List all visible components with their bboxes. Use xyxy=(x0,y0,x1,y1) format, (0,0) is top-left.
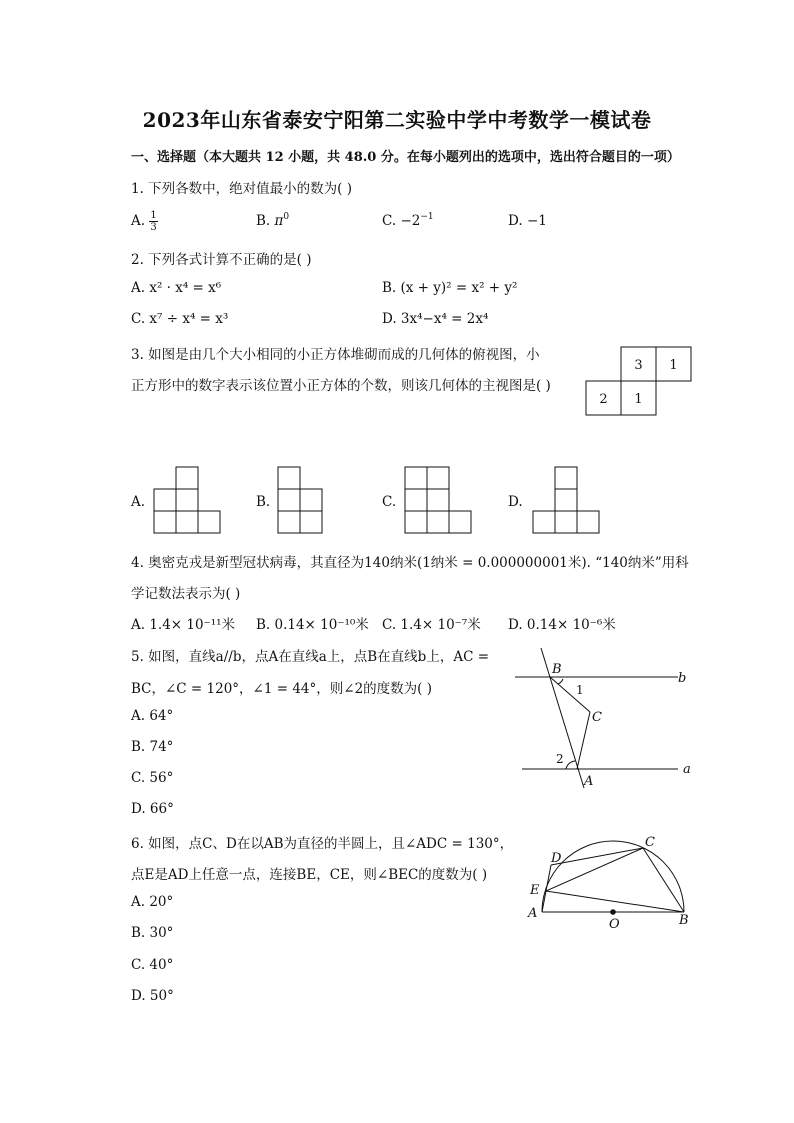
q6-segment-eb xyxy=(546,891,684,912)
q1-option-b-exponent: 0 xyxy=(283,212,290,222)
q1-option-c xyxy=(382,213,434,229)
q5-label-b: b xyxy=(678,671,687,686)
q1-option-b xyxy=(256,213,289,229)
q6-stem-line2: 点E是AD上任意一点，连接BE，CE，则∠BEC的度数为( ) xyxy=(131,867,488,883)
page-title: 2023年山东省泰安宁阳第二实验中学中考数学一模试卷 xyxy=(142,108,652,132)
q5-label-a: a xyxy=(683,762,691,777)
q6-label-B: B xyxy=(679,913,689,928)
q1-option-d xyxy=(508,213,547,229)
q3-grid-number: 3 xyxy=(634,358,643,373)
q3-stem-line2: 正方形中的数字表示该位置小正方体的个数，则该几何体的主视图是( ) xyxy=(131,378,551,394)
q6-option-a: A. 20° xyxy=(131,894,174,910)
q1-option-c-exponent: −1 xyxy=(420,212,434,222)
q5-stem-line1: 5. 如图，直线a//b，点A在直线a上，点B在直线b上，AC = xyxy=(131,649,489,665)
q4-option-c: C. 1.4× 10⁻⁷米 xyxy=(382,617,481,633)
q5-parallel-lines-figure xyxy=(510,640,695,792)
q1-option-c-label: C. xyxy=(382,213,397,229)
q6-center-point xyxy=(610,909,616,915)
q3-option-d-figure xyxy=(533,467,601,534)
q3-grid-number: 1 xyxy=(634,392,643,407)
q5-angle-2-arc xyxy=(566,761,575,769)
q1-option-a-fraction xyxy=(149,210,157,233)
q6-chord-dc xyxy=(551,848,643,865)
q3-option-a-figure xyxy=(154,467,222,534)
q1-option-d-value: −1 xyxy=(526,213,547,229)
q3-option-b-figure xyxy=(278,467,324,534)
q3-option-b-label: B. xyxy=(256,494,271,510)
q5-segment-bc xyxy=(550,677,590,712)
q1-option-d-label: D. xyxy=(508,213,523,229)
q2-option-d: D. 3x⁴−x⁴ = 2x⁴ xyxy=(382,311,489,327)
q5-label-B: B xyxy=(552,662,562,677)
q3-stem-line1: 3. 如图是由几个大小相同的小正方体堆砌而成的几何体的俯视图，小 xyxy=(131,347,540,363)
q1-option-b-label: B. xyxy=(256,213,271,229)
q4-option-b: B. 0.14× 10⁻¹⁰米 xyxy=(256,617,369,633)
q6-label-O: O xyxy=(609,917,620,932)
q5-stem-line2: BC，∠C = 120°，∠1 = 44°，则∠2的度数为( ) xyxy=(131,681,433,697)
q6-chord-cb xyxy=(643,848,684,912)
q5-angle-1-arc xyxy=(558,679,563,684)
q4-stem-line2: 学记数法表示为( ) xyxy=(131,586,241,602)
q4-stem-line1: 4. 奥密克戎是新型冠状病毒，其直径为140纳米(1纳米 = 0.000000001米). “140纳米”用科 xyxy=(131,555,689,571)
q6-stem-line1: 6. 如图，点C、D在以AB为直径的半圆上，且∠ADC = 130°， xyxy=(131,836,514,852)
q4-option-d: D. 0.14× 10⁻⁶米 xyxy=(508,617,616,633)
q5-option-b: B. 74° xyxy=(131,739,174,755)
q3-top-view-grid xyxy=(586,347,692,417)
q5-label-angle-2: 2 xyxy=(556,752,564,766)
q6-label-A: A xyxy=(528,906,538,921)
q1-option-b-base: π xyxy=(274,213,284,229)
q1-option-a-denominator: 3 xyxy=(150,222,157,233)
q5-label-C: C xyxy=(592,710,602,725)
q6-label-C: C xyxy=(645,835,655,850)
q3-option-a-label: A. xyxy=(131,494,146,510)
q1-option-c-base: −2 xyxy=(400,213,421,229)
section-heading: 一、选择题（本大题共 12 小题，共 48.0 分。在每小题列出的选项中，选出符合题目的一项） xyxy=(131,150,680,165)
q4-option-a: A. 1.4× 10⁻¹¹米 xyxy=(131,617,236,633)
q5-option-a: A. 64° xyxy=(131,708,174,724)
q2-option-a: A. x² · x⁴ = x⁶ xyxy=(131,280,222,296)
q3-option-c-figure xyxy=(405,467,473,534)
q5-label-angle-1: 1 xyxy=(576,683,584,697)
q5-segment-ca xyxy=(577,712,590,769)
q3-option-c-label: C. xyxy=(382,494,397,510)
q5-label-A: A xyxy=(584,774,594,789)
q2-stem: 2. 下列各式计算不正确的是( ) xyxy=(131,252,312,268)
q5-option-c: C. 56° xyxy=(131,770,174,786)
q6-label-E: E xyxy=(530,883,540,898)
q1-option-a xyxy=(131,210,158,233)
q2-option-c: C. x⁷ ÷ x⁴ = x³ xyxy=(131,311,229,327)
q6-semicircle-figure xyxy=(525,832,695,932)
q2-option-b: B. (x + y)² = x² + y² xyxy=(382,280,518,296)
q3-option-d-label: D. xyxy=(508,494,523,510)
q3-grid-number: 2 xyxy=(599,392,608,407)
q6-chord-ad xyxy=(542,865,551,912)
q1-stem: 1. 下列各数中，绝对值最小的数为( ) xyxy=(131,181,352,197)
q5-option-d: D. 66° xyxy=(131,801,174,817)
q6-option-d: D. 50° xyxy=(131,988,174,1004)
q1-option-a-label: A. xyxy=(131,213,146,229)
q6-option-b: B. 30° xyxy=(131,925,174,941)
q1-option-a-numerator: 1 xyxy=(150,210,157,221)
q3-grid-number: 1 xyxy=(669,358,678,373)
q6-option-c: C. 40° xyxy=(131,957,174,973)
q6-label-D: D xyxy=(551,851,562,866)
